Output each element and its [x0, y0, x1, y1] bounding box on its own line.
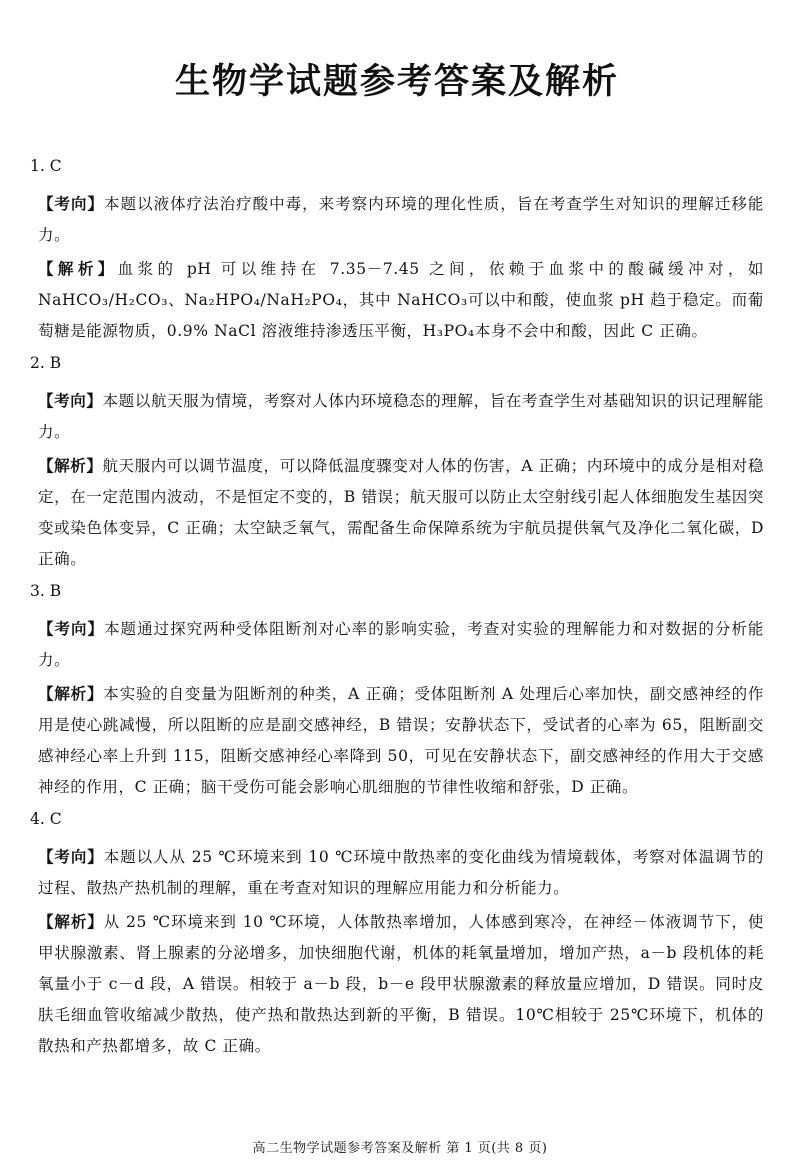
- kaoxiang-paragraph: [30, 385, 764, 448]
- jiexi-tag: 【解析】: [38, 912, 104, 931]
- kaoxiang-paragraph: [30, 188, 764, 251]
- question-3: [30, 581, 764, 803]
- page-footer: 高二生物学试题参考答案及解析 第 1 页(共 8 页): [252, 1141, 548, 1156]
- jiexi-paragraph: [30, 450, 764, 575]
- kaoxiang-tag: 【考向】: [38, 391, 103, 410]
- kaoxiang-text: 本题以人从 25 ℃环境来到 10 ℃环境中散热率的变化曲线为情境载体，考察对体温调节的过程、散热产热机制的理解，重在考查对知识的理解应用能力和分析能力。: [38, 848, 764, 897]
- jiexi-tag: 【解析】: [38, 684, 104, 703]
- kaoxiang-text: 本题通过探究两种受体阻断剂对心率的影响实验，考查对实验的理解能力和对数据的分析能力。: [38, 620, 764, 669]
- kaoxiang-tag: 【考向】: [38, 847, 104, 866]
- question-number: 2. B: [30, 354, 62, 372]
- jiexi-paragraph: [30, 678, 764, 803]
- kaoxiang-tag: 【考向】: [38, 194, 105, 213]
- kaoxiang-paragraph: [30, 841, 764, 904]
- kaoxiang-tag: 【考向】: [38, 619, 105, 638]
- kaoxiang-text: 本题以液体疗法治疗酸中毒，来考察内环境的理化性质，旨在考查学生对知识的理解迁移能力。: [38, 195, 764, 244]
- kaoxiang-paragraph: [30, 613, 764, 676]
- question-4: [30, 809, 764, 1062]
- question-number: 3. B: [30, 582, 62, 600]
- question-number: 4. C: [30, 810, 62, 828]
- jiexi-text: 血浆的 pH 可以维持在 7.35－7.45 之间，依赖于血浆中的酸碱缓冲对，如 NaHCO₃/H₂CO₃、Na₂HPO₄/NaH₂PO₄，其中 NaHCO₃可以中和酸，使血浆 pH 趋于稳定。而葡萄糖是能源物质，0.9% NaCl 溶液维持渗透压平衡，H₃PO₄本身不会中和酸，因此 C 正确。: [38, 260, 764, 340]
- question-2: [30, 353, 764, 575]
- jiexi-text: 航天服内可以调节温度，可以降低温度骤变对人体的伤害，A 正确；内环境中的成分是相对稳定，在一定范围内波动，不是恒定不变的，B 错误；航天服可以防止太空射线引起人体细胞发生基因突变或染色体变异，C 正确；太空缺乏氧气，需配备生命保障系统为宇航员提供氧气及净化二氧化碳，D 正确。: [38, 457, 765, 568]
- jiexi-tag: 【解析】: [38, 259, 118, 278]
- question-number: 1. C: [30, 157, 62, 175]
- jiexi-paragraph: [30, 906, 764, 1062]
- answer-list: [30, 156, 764, 1062]
- jiexi-tag: 【解析】: [38, 456, 103, 475]
- jiexi-paragraph: [30, 253, 764, 347]
- page-title: 生物学试题参考答案及解析: [174, 62, 619, 102]
- jiexi-text: 从 25 ℃环境来到 10 ℃环境，人体散热率增加，人体感到寒冷，在神经－体液调节下，使甲状腺激素、肾上腺素的分泌增多，加快细胞代谢，机体的耗氧量增加，增加产热，a－b 段机体的耗氧量小于 c－d 段，A 错误。相较于 a－b 段，b－e 段甲状腺激素的释放量应增加，D 错误。同时皮肤毛细血管收缩减少散热，使产热和散热达到新的平衡，B 错误。10℃相较于 25℃环境下，机体的散热和产热都增多，故 C 正确。: [38, 913, 764, 1055]
- jiexi-text: 本实验的自变量为阻断剂的种类，A 正确；受体阻断剂 A 处理后心率加快，副交感神经的作用是使心跳减慢，所以阻断的应是副交感神经，B 错误；安静状态下，受试者的心率为 65，阻断副交感神经心率上升到 115，阻断交感神经心率降到 50，可见在安静状态下，副交感神经的作用大于交感神经的作用，C 正确；脑干受伤可能会影响心肌细胞的节律性收缩和舒张，D 正确。: [38, 685, 764, 796]
- question-1: [30, 156, 764, 347]
- kaoxiang-text: 本题以航天服为情境，考察对人体内环境稳态的理解，旨在考查学生对基础知识的识记理解能力。: [38, 392, 764, 441]
